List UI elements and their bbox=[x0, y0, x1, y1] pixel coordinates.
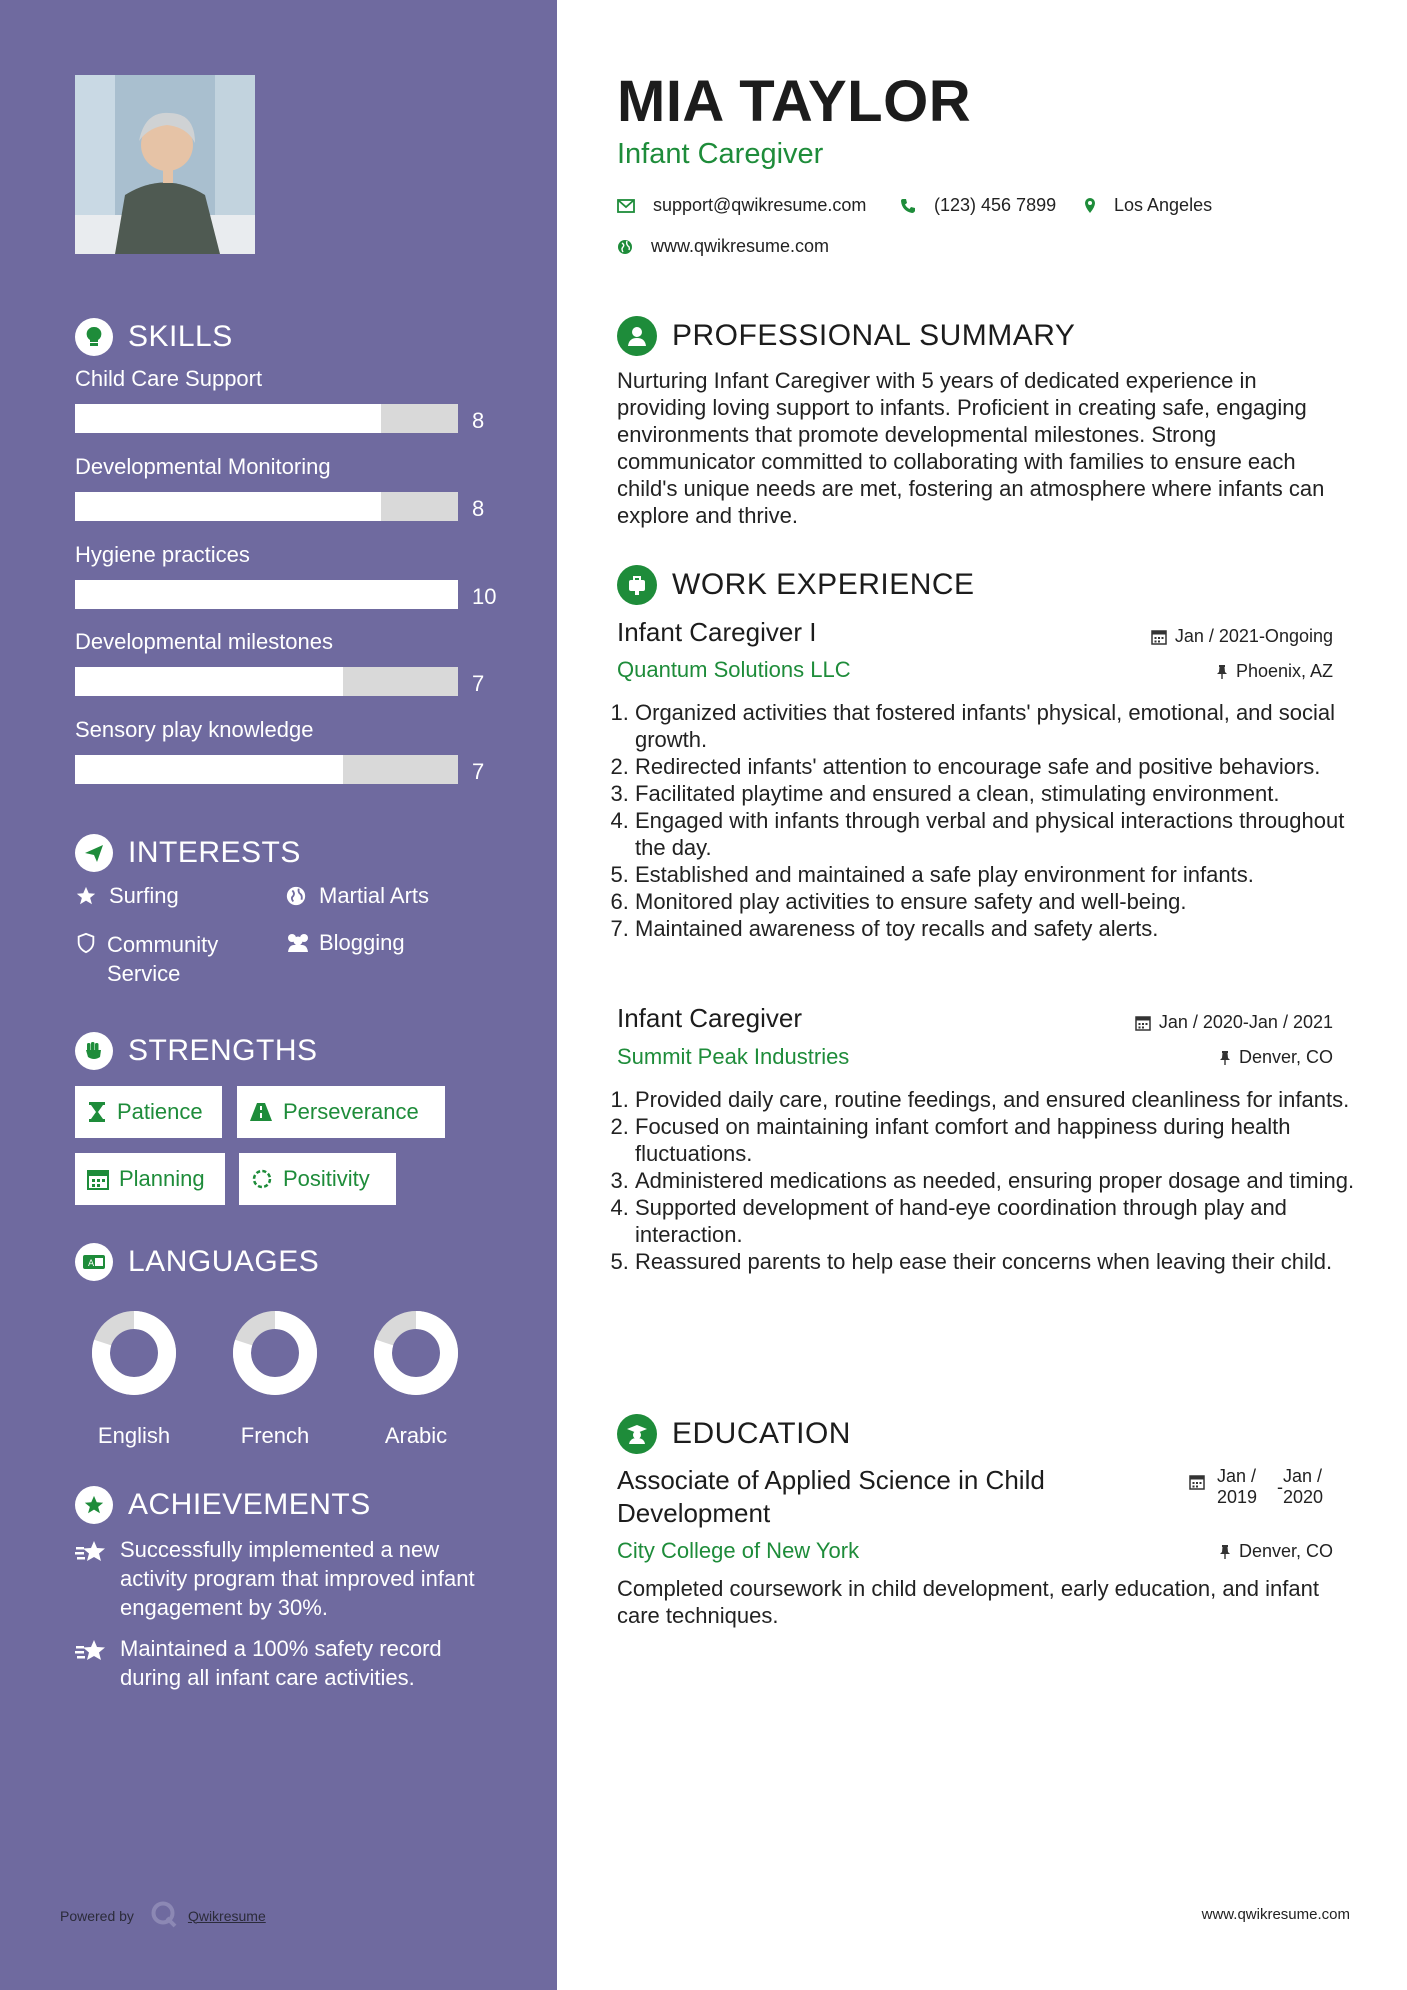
globe-icon bbox=[285, 885, 309, 913]
language-item: English bbox=[79, 1308, 189, 1449]
skill-bar bbox=[75, 492, 458, 521]
job-duties bbox=[617, 699, 1355, 942]
education-location: Denver, CO bbox=[1219, 1541, 1333, 1562]
interest-item: Martial Arts bbox=[285, 883, 485, 913]
language-item: Arabic bbox=[361, 1308, 471, 1449]
language-ring bbox=[230, 1308, 320, 1398]
job-title: Infant Caregiver bbox=[617, 1003, 802, 1033]
svg-text:A: A bbox=[88, 1259, 95, 1269]
duty-item: 3. Administered medications as needed, ensuring proper dosage and timing. bbox=[635, 1167, 1355, 1194]
duty-item: 3. Facilitated playtime and ensured a clean, stimulating environment. bbox=[635, 780, 1355, 807]
skill-item: Developmental milestones 7 bbox=[75, 629, 485, 696]
achievements-heading: ACHIEVEMENTS bbox=[75, 1483, 371, 1527]
pushpin-icon bbox=[1219, 1050, 1231, 1066]
strengths-heading: STRENGTHS bbox=[75, 1029, 318, 1073]
user-icon bbox=[617, 316, 657, 356]
strength-badge: Planning bbox=[75, 1153, 225, 1205]
summary-heading: PROFESSIONAL SUMMARY bbox=[617, 314, 1075, 358]
skill-bar bbox=[75, 580, 458, 609]
duty-item: 6. Monitored play activities to ensure safety and well-being. bbox=[635, 888, 1355, 915]
circle-notch-icon bbox=[251, 1168, 273, 1190]
calendar-icon bbox=[1189, 1474, 1205, 1490]
job-title: Infant Caregiver I bbox=[617, 617, 817, 647]
duty-item: 2. Redirected infants' attention to encourage safe and positive behaviors. bbox=[635, 753, 1355, 780]
briefcase-icon bbox=[617, 565, 657, 605]
shooting-star-icon bbox=[75, 1638, 109, 1692]
hourglass-icon bbox=[87, 1101, 107, 1123]
fist-icon bbox=[75, 1032, 113, 1070]
company-name: Summit Peak Industries bbox=[617, 1044, 850, 1069]
education-heading: EDUCATION bbox=[617, 1412, 851, 1456]
strength-badge: Patience bbox=[75, 1086, 222, 1138]
languages-heading: A LANGUAGES bbox=[75, 1240, 319, 1284]
skills-heading: SKILLS bbox=[75, 315, 233, 359]
language-ring bbox=[371, 1308, 461, 1398]
phone-icon bbox=[900, 198, 916, 214]
experience-heading: WORK EXPERIENCE bbox=[617, 563, 975, 607]
duty-item: 1. Organized activities that fostered infants' physical, emotional, and social growth. bbox=[635, 699, 1355, 753]
achievement-item: Successfully implemented a new activity program that improved infant engagement by 30%. bbox=[75, 1535, 505, 1622]
contact-phone[interactable]: (123) 456 7899 bbox=[900, 195, 1056, 216]
pushpin-icon bbox=[1216, 664, 1228, 680]
profile-photo bbox=[75, 75, 255, 254]
interest-item: Surfing bbox=[75, 883, 265, 913]
job-location: Denver, CO bbox=[1219, 1047, 1333, 1068]
skill-item: Sensory play knowledge 7 bbox=[75, 717, 485, 784]
calendar-icon bbox=[1151, 629, 1167, 645]
calendar-icon bbox=[87, 1168, 109, 1190]
lightbulb-icon bbox=[75, 318, 113, 356]
graduate-icon bbox=[617, 1414, 657, 1454]
skill-bar bbox=[75, 404, 458, 433]
skill-item: Developmental Monitoring 8 bbox=[75, 454, 485, 521]
candidate-title: Infant Caregiver bbox=[617, 138, 824, 170]
star-badge-icon bbox=[75, 1486, 113, 1524]
skill-bar-fill bbox=[75, 580, 458, 609]
qwikresume-link[interactable]: Qwikresume bbox=[187, 1907, 266, 1924]
duty-item: 5. Reassured parents to help ease their concerns when leaving their child. bbox=[635, 1248, 1355, 1275]
users-icon bbox=[285, 932, 309, 960]
shield-icon bbox=[75, 932, 97, 961]
skill-bar bbox=[75, 667, 458, 696]
paper-plane-icon bbox=[75, 834, 113, 872]
education-dates: Jan / 2019 - Jan / 2020 bbox=[1189, 1466, 1333, 1508]
road-icon bbox=[249, 1102, 273, 1122]
job-location: Phoenix, AZ bbox=[1216, 661, 1333, 682]
powered-by: Powered by Qwikresume bbox=[60, 1900, 266, 1931]
contact-location: Los Angeles bbox=[1084, 195, 1212, 216]
duty-item: 4. Supported development of hand-eye coordination through play and interaction. bbox=[635, 1194, 1355, 1248]
duty-item: 2. Focused on maintaining infant comfort and happiness during health fluctuations. bbox=[635, 1113, 1355, 1167]
star-icon bbox=[75, 885, 99, 913]
interests-heading: INTERESTS bbox=[75, 831, 301, 875]
job-dates: Jan / 2021-Ongoing bbox=[1151, 626, 1333, 647]
language-ring bbox=[89, 1308, 179, 1398]
interest-item: Blogging bbox=[285, 930, 485, 960]
skill-item: Hygiene practices 10 bbox=[75, 542, 497, 609]
language-icon bbox=[75, 1243, 113, 1281]
duty-item: 7. Maintained awareness of toy recalls and safety alerts. bbox=[635, 915, 1355, 942]
language-item: French bbox=[220, 1308, 330, 1449]
contact-website[interactable]: www.qwikresume.com bbox=[617, 236, 829, 257]
map-marker-icon bbox=[1084, 197, 1096, 214]
sidebar bbox=[0, 0, 557, 1990]
education-description: Completed coursework in child development, early education, and infant care techniques. bbox=[617, 1576, 1319, 1628]
strength-badge: Positivity bbox=[239, 1153, 396, 1205]
envelope-icon bbox=[617, 199, 635, 213]
duty-item: 1. Provided daily care, routine feedings, and ensured cleanliness for infants. bbox=[635, 1086, 1355, 1113]
achievement-item: Maintained a 100% safety record during all infant care activities. bbox=[75, 1634, 505, 1692]
company-name: Quantum Solutions LLC bbox=[617, 657, 851, 682]
calendar-icon bbox=[1135, 1015, 1151, 1031]
job-dates: Jan / 2020-Jan / 2021 bbox=[1135, 1012, 1333, 1033]
interest-item: Community Service bbox=[75, 930, 265, 988]
skill-bar bbox=[75, 755, 458, 784]
contact-email[interactable]: support@qwikresume.com bbox=[617, 195, 866, 216]
duty-item: 5. Established and maintained a safe play environment for infants. bbox=[635, 861, 1355, 888]
summary-text: Nurturing Infant Caregiver with 5 years of dedicated experience in providing loving support to infants. Proficient in creating safe, engaging environments that promote developmental milestones. Strong communicator committed to collaborating with families to ensure each child's unique needs are met, fostering an atmosphere where infants can explore and thrive. bbox=[617, 368, 1325, 528]
globe-icon bbox=[617, 239, 633, 255]
duty-item: 4. Engaged with infants through verbal and physical interactions throughout the day. bbox=[635, 807, 1355, 861]
qwikresume-logo-icon bbox=[150, 1900, 178, 1931]
shooting-star-icon bbox=[75, 1539, 109, 1622]
degree-title: Associate of Applied Science in Child Development bbox=[617, 1465, 1045, 1528]
skill-bar-fill bbox=[75, 404, 381, 433]
job-duties bbox=[617, 1086, 1355, 1275]
skill-item: Child Care Support 8 bbox=[75, 366, 485, 433]
skill-bar-fill bbox=[75, 755, 343, 784]
candidate-name: MIA TAYLOR bbox=[617, 69, 972, 134]
school-name: City College of New York bbox=[617, 1538, 860, 1563]
footer-website[interactable]: www.qwikresume.com bbox=[1201, 1906, 1350, 1923]
skill-bar-fill bbox=[75, 667, 343, 696]
skill-bar-fill bbox=[75, 492, 381, 521]
pushpin-icon bbox=[1219, 1544, 1231, 1560]
strength-badge: Perseverance bbox=[237, 1086, 445, 1138]
